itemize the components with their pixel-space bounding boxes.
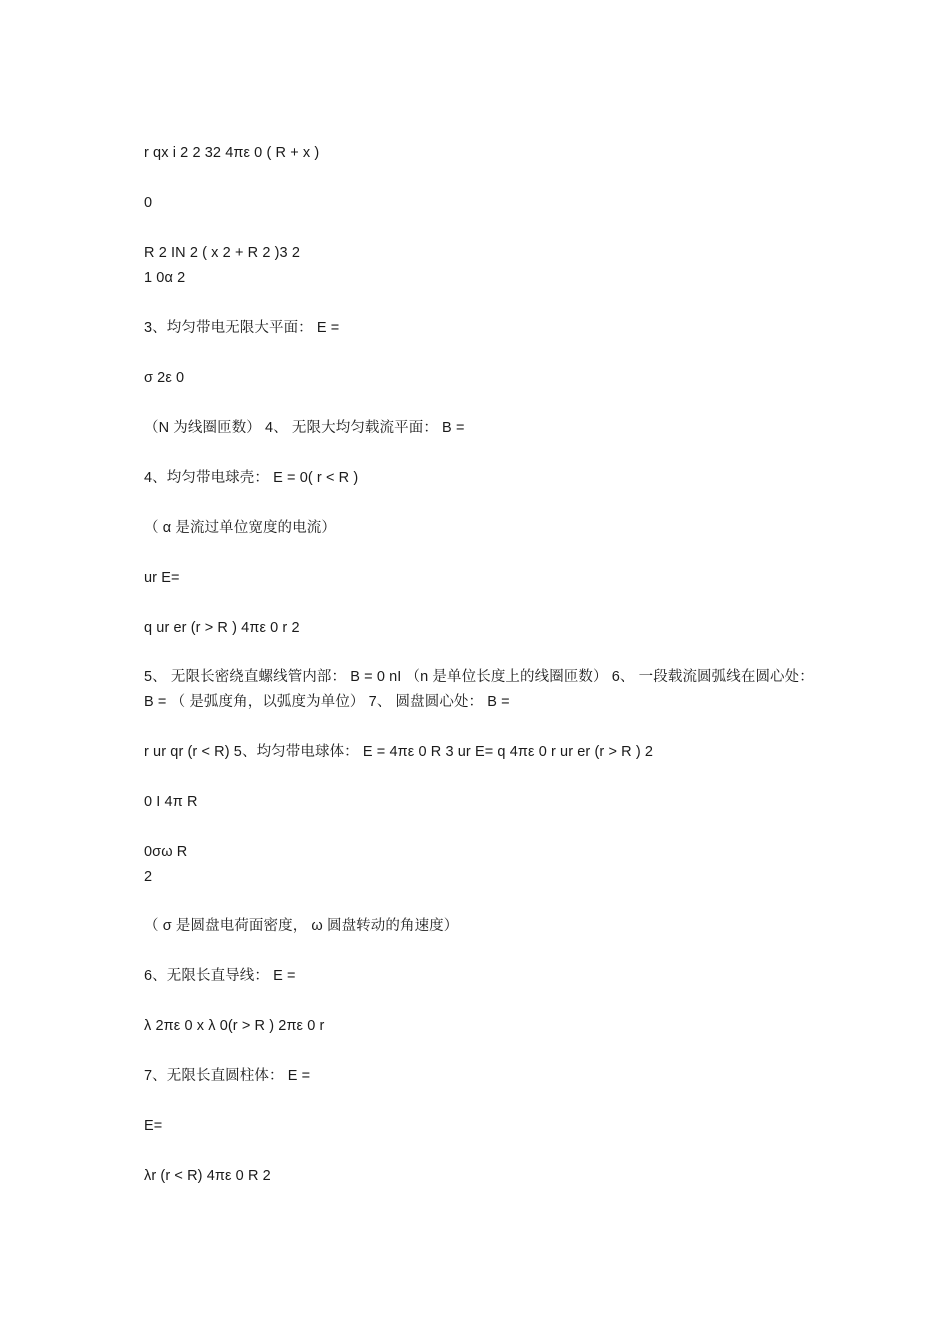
formula-line-solid-sphere: r ur qr (r < R) 5、均匀带电球体： E = 4πε 0 R 3 ur E= q 4πε 0 r ur er (r > R ) 2 bbox=[144, 744, 654, 760]
formula-line-e-vector: ur E= bbox=[144, 570, 180, 586]
note-disk-density: （ σ 是圆盘电荷面密度， ω 圆盘转动的角速度） bbox=[144, 918, 459, 934]
formula-line-zero: 0 bbox=[144, 195, 153, 211]
formula-line-alpha: 1 0α 2 bbox=[144, 270, 186, 286]
formula-line-sigma: σ 2ε 0 bbox=[144, 370, 185, 386]
formula-line-cylinder-inside: λr (r < R) 4πε 0 R 2 bbox=[144, 1168, 271, 1184]
formula-line-e-equals: E= bbox=[144, 1118, 163, 1134]
formula-line-ring-field: r qx i 2 2 32 4πε 0 ( R + x ) bbox=[144, 145, 320, 161]
formula-line-arc-b: 0 I 4π R bbox=[144, 794, 198, 810]
formula-line-ring-b: R 2 IN 2 ( x 2 + R 2 )3 2 bbox=[144, 245, 301, 261]
note-current-per-width: （ α 是流过单位宽度的电流） bbox=[144, 520, 336, 536]
paragraph-solenoid-arc-disk: 5、 无限长密绕直螺线管内部： B = 0 nI （n 是单位长度上的线圈匝数） 6、 一段载流圆弧线在圆心处： B = （ 是弧度角，以弧度为单位） 7、 圆盘圆心处： B = bbox=[144, 669, 814, 710]
formula-line-two: 2 bbox=[144, 869, 153, 885]
formula-line-wire: λ 2πε 0 x λ 0(r > R ) 2πε 0 r bbox=[144, 1018, 325, 1034]
heading-infinite-cylinder: 7、无限长直圆柱体： E = bbox=[144, 1068, 311, 1084]
formula-line-disk-b: 0σω R bbox=[144, 844, 188, 860]
heading-infinite-plane: 3、均匀带电无限大平面： E = bbox=[144, 320, 340, 336]
formula-line-shell-outside: q ur er (r > R ) 4πε 0 r 2 bbox=[144, 620, 300, 636]
heading-spherical-shell: 4、均匀带电球壳： E = 0( r < R ) bbox=[144, 470, 359, 486]
note-coil-turns: （N 为线圈匝数） 4、 无限大均匀载流平面： B = bbox=[144, 420, 465, 436]
heading-infinite-wire: 6、无限长直导线： E = bbox=[144, 968, 296, 984]
